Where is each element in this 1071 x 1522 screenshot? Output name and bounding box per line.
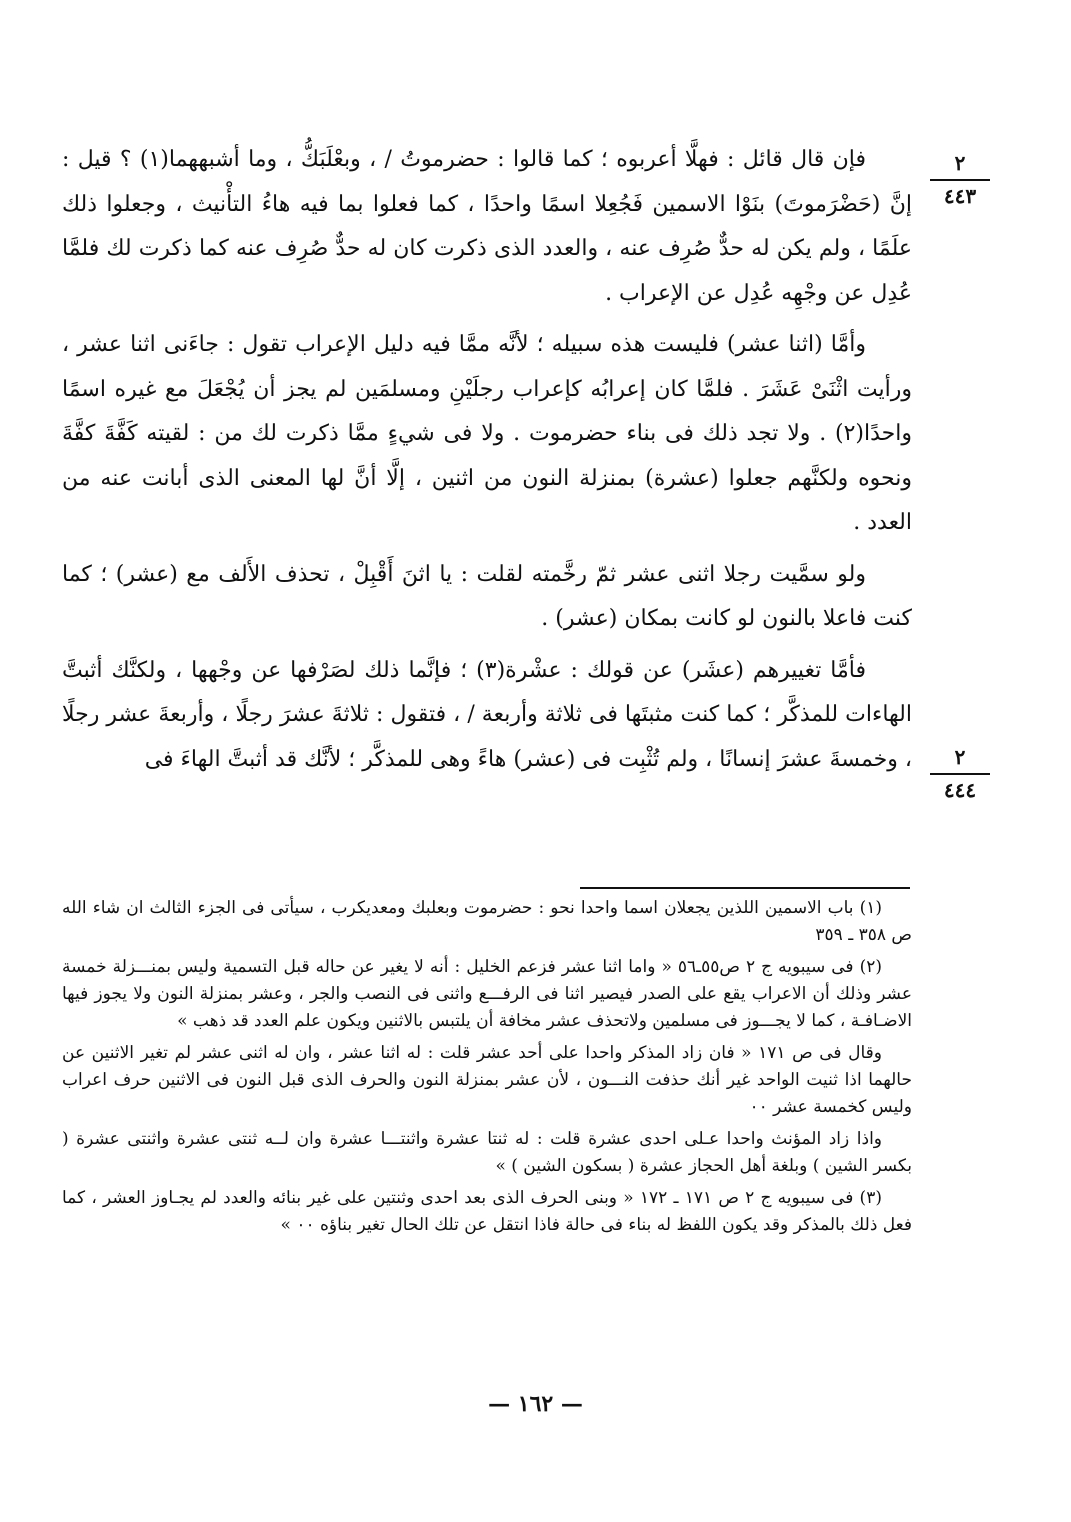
margin-volume-number: ٢	[930, 150, 990, 181]
body-paragraph: فأمَّا تغييرهم (عشَر) عن قولك : عشْرة(٣) ؛ فإنَّما ذلك لصَرْفها عن وجْهها ، ولكنَّك أثبتَّ الهاءات للمذكَّر ؛ كما كنت مثبتَها فى ثلاثة وأربعة / ، فتقول : ثلاثةَ عشرَ رجلًا ، وأربعةَ عشر رجلًا ، وخمسةَ عشرَ إنسانًا ، ولم تُثْبِت فى (عشر) هاءً وهى للمذكَّر ؛ لأنَّك قد أثبتَّ الهاءَ فى	[62, 657, 912, 772]
main-text-body	[62, 138, 912, 789]
footnote: (٢) فى سيبويه ج ٢ ص٥٥ـ٥٦ « واما اثنا عشر فزعم الخليل : أنه لا يغير عن حاله قبل التسمية وليس بمنـــزلة خمسة عشر وذلك أن الاعراب يقع على الصدر فيصير اثنا فى الرفـــع واثنى فى النصب والجر ، وعشر بمنزلة النون ولا يجوز فيها الاضـافـة ، كما لا يجـــوز فى مسلمين ولاتحذف عشر مخافة أن يلتبس بالاثنين ويكون علم العدد قد ذهب »	[62, 957, 912, 1031]
body-paragraph: ولو سمَّيت رجلا اثنى عشر ثمّ رخَّمته لقلت : يا اثنَ أَقْبِلْ ، تحذف الأَلف مع (عشر) ؛ كما كنت فاعلا بالنون لو كانت بمكان (عشر) .	[62, 561, 912, 631]
margin-page-reference	[930, 150, 990, 209]
footnotes-section	[62, 895, 912, 1244]
body-paragraph: وأمَّا (اثنا عشر) فليست هذه سبيله ؛ لأنَّه ممَّا فيه دليل الإعراب تقول : جاءَنى اثنا عشر ، ورأيت اثْنَىْ عَشَرَ . فلمَّا كان إعرابُه كإعراب رجلَيْنِ ومسلمَين لم يجز أن يُجْعَلَ مع غيره اسمًا واحدًا(٢) . ولا تجد ذلك فى بناء حضرموت . ولا فى شيءٍ ممَّا ذكرت لك من : لقيته كَفَّةَ كفَّةَ ونحوه ولكنَّهم جعلوا (عشرة) بمنزلة النون من اثنين ، إلَّا أنَّ لها المعنى الذى أبانت عنه من العدد .	[62, 332, 912, 535]
margin-volume-number: ٢	[930, 744, 990, 775]
footnote: (١) باب الاسمين اللذين يجعلان اسما واحدا نحو : حضرموت وبعلبك ومعديكرب ، سيأتى فى الجزء الثالث ان شاء الله ص ٣٥٨ ـ ٣٥٩	[62, 898, 912, 945]
footnote-separator-line	[580, 887, 910, 889]
page-number: — ١٦٢ —	[488, 1391, 583, 1417]
footnote-continuation: وقال فى ص ١٧١ « فان زاد المذكر واحدا على أحد عشر قلت : له اثنا عشر ، وان له اثنى عشر لم تغير الاثنين عن حالهما اذا ثنيت الواحد غير أنك حذفت النـــون ، لأن عشر بمنزلة النون والحرف الذى قبل النون فى الاثنين حرف اعراب وليس كخمسة عشر ٠٠	[62, 1043, 912, 1117]
body-paragraph: فإن قال قائل : فهلَّا أعربوه ؛ كما قالوا : حضرموتُ / ، وبعْلَبَكُّ ، وما أشبههما(١) ؟ قيل : إنَّ (حَضْرَموتَ) بنَوْا الاسمين فَجُعِلا اسمًا واحدًا ، كما فعلوا بما فيه هاءُ التأْنيث ، وجعلوا ذلك علَمًا ، ولم يكن له حدٌّ صُرِف عنه ، والعدد الذى ذكرت كان له حدٌّ صُرِف عنه كما ذكرت لك فلمَّا عُدِل عن وجْهِه عُدِل عن الإعراب .	[62, 147, 912, 306]
margin-original-page-number: ٤٤٤	[943, 778, 977, 802]
margin-original-page-number: ٤٤٣	[943, 184, 977, 208]
margin-page-reference	[930, 744, 990, 803]
footnote: (٣) فى سيبويه ج ٢ ص ١٧١ ـ ١٧٢ « وبنى الحرف الذى بعد احدى وثنتين على غير بنائه والعدد لم يجـاوز العشر ، كما فعل ذلك بالمذكر وقد يكون اللفظ له بناء فى حالة فاذا انتقل عن تلك الحال تغير بناؤه ٠٠ »	[62, 1188, 912, 1235]
footnote-continuation: واذا زاد المؤنث واحدا عـلى احدى عشرة قلت : له ثنتا عشرة واثنتـــا عشرة وان لــه ثنتى عشرة واثنتى عشرة ( بكسر الشين ) وبلغة أهل الحجاز عشرة ( بسكون الشين ) »	[62, 1129, 912, 1176]
